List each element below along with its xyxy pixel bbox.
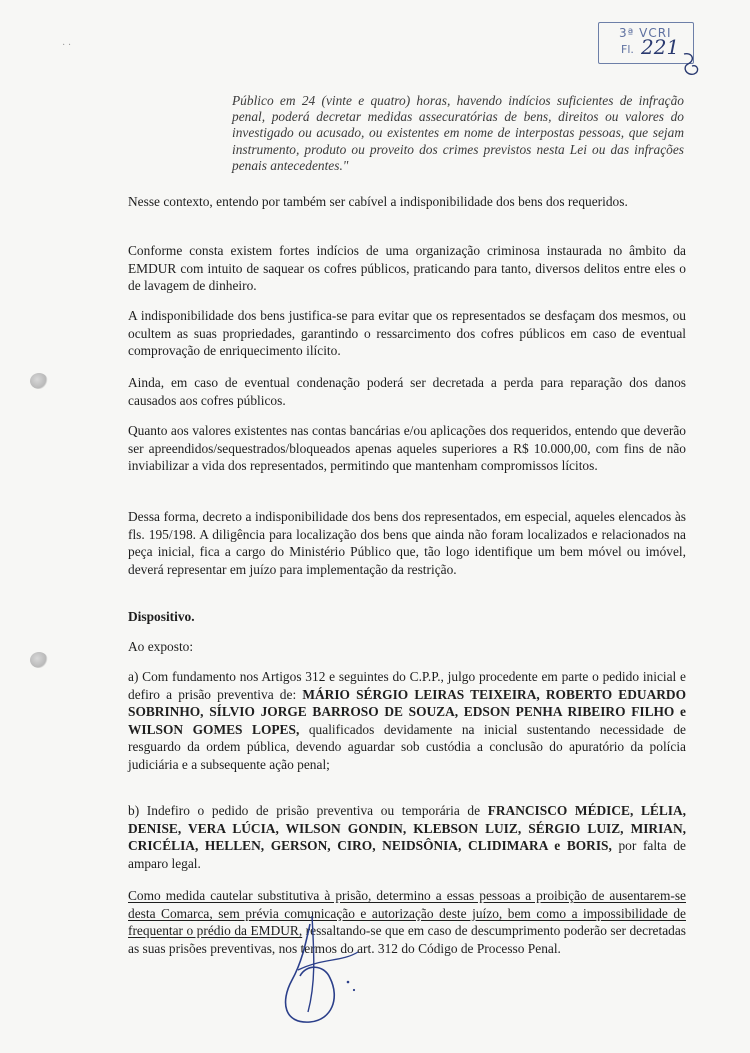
paragraph-ao-exposto: Ao exposto: (128, 639, 194, 654)
medida-cautelar-rest: ressaltando-se que em caso de descumprimento poderão ser decretadas as suas prisões preventivas, nos termos do art. 312 do Código de Processo Penal. (128, 923, 686, 956)
item-b-indeferimento (128, 802, 686, 872)
hole-punch-mark (30, 652, 48, 668)
handwritten-signature (262, 912, 382, 1037)
stamp-court-label: 3ª VCRI (619, 26, 672, 40)
paragraph-perda: Ainda, em caso de eventual condenação poderá ser decretada a perda para reparação dos danos causados aos cofres públicos. (128, 375, 686, 408)
paragraph-indisponibilidade: A indisponibilidade dos bens justifica-se para evitar que os representados se desfaçam dos mesmos, ou ocultem as suas propriedades, garantindo o ressarcimento dos cofres públicos em caso de eventual comprovação de enriquecimento ilícito. (128, 308, 686, 359)
medida-cautelar-underlined: Como medida cautelar substitutiva à prisão, determino a essas pessoas a proibição de ausentarem-se desta Comarca, sem prévia comunicação e autorização deste juízo, bem como a impossibilidade de frequentar o prédio da EMDUR, (128, 888, 686, 939)
item-b-rest: por falta de amparo legal. (128, 838, 686, 871)
item-b-intro: b) Indefiro o pedido de prisão preventiva ou temporária de (128, 803, 481, 818)
paragraph-valores: Quanto aos valores existentes nas contas bancárias e/ou aplicações dos requeridos, entendo que deverão ser apreendidos/sequestrados/bloqueados apenas aqueles superiores a R$ 10.000,00, com fins de não inviabilizar a vida dos representados, permitindo que mantenham compromissos lícitos. (128, 423, 686, 474)
paragraph-decreto: Dessa forma, decreto a indisponibilidade dos bens dos representados, em especial, aqueles elencados às fls. 195/198. A diligência para localização dos bens que ainda não foram localizados e relacionados na peça inicial, fica a cargo do Ministério Público que, tão logo identifique um bem móvel ou imóvel, deverá representar em juízo para implementação da restrição. (128, 509, 686, 577)
stamp-folio-number: 221 (641, 35, 680, 59)
item-a-names: MÁRIO SÉRGIO LEIRAS TEIXEIRA, ROBERTO EDUARDO SOBRINHO, SÍLVIO JORGE BARROSO DE SOUZA, EDSON PENHA RIBEIRO FILHO e WILSON GOMES LOPES, (128, 686, 686, 737)
item-b-names: FRANCISCO MÉDICE, LÉLIA, DENISE, VERA LÚCIA, WILSON GONDIN, KLEBSON LUIZ, SÉRGIO LUIZ, MIRIAN, CRICÉLIA, HELLEN, GERSON, CIRO, NEIDSÔNIA, CLIDIMARA e BORIS, (128, 803, 686, 854)
paragraph-context: Nesse contexto, entendo por também ser cabível a indisponibilidade dos bens dos requeridos. (128, 194, 628, 209)
stamp-page-label: Fl. (621, 43, 634, 56)
item-a-rest: qualificados devidamente na inicial sustentando necessidade de resguardo da ordem pública, devendo aguardar sob custódia a conclusão do apuratório da polícia judiciária e a subsequente ação penal; (128, 721, 686, 772)
rubric-mark-icon (676, 50, 704, 80)
scan-speck: · · (62, 40, 72, 51)
section-heading-dispositivo: Dispositivo. (128, 609, 195, 624)
quoted-law-text: Público em 24 (vinte e quatro) horas, havendo indícios suficientes de infração penal, poderá decretar medidas assecuratórias de bens, direitos ou valores do investigado ou acusado, ou existentes em nome de interpostas pessoas, que sejam instrumento, produto ou proveito dos crimes previstos nesta Lei ou das infrações penais antecedentes." (232, 93, 684, 173)
hole-punch-mark (30, 373, 48, 389)
paragraph-medida-cautelar (128, 887, 686, 957)
item-a-prisao-preventiva (128, 668, 686, 774)
item-a-intro: a) Com fundamento nos Artigos 312 e seguintes do C.P.P., julgo procedente em parte o pedido inicial e defiro a prisão preventiva de: (128, 669, 686, 702)
paragraph-indicios: Conforme consta existem fortes indícios de uma organização criminosa instaurada no âmbito da EMDUR com intuito de saquear os cofres públicos, praticando para tanto, diversos delitos entre eles o de lavagem de dinheiro. (128, 243, 686, 294)
